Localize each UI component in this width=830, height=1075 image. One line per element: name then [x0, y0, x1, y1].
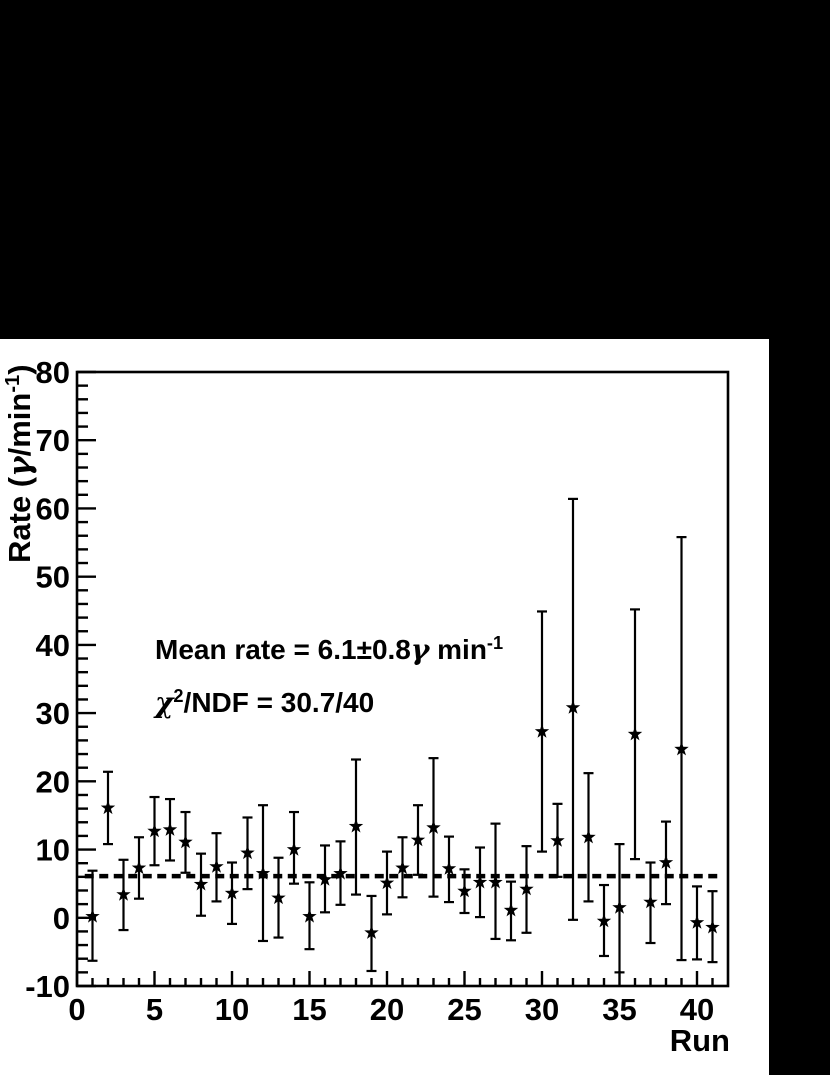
- gamma-symbol: γ: [2, 456, 38, 477]
- y-tick-label: 60: [35, 491, 70, 527]
- y-tick-label: 0: [52, 900, 70, 936]
- y-axis-title: [2, 364, 38, 563]
- plus-minus-symbol: ±: [356, 634, 372, 665]
- y-tick-label: 30: [35, 696, 70, 732]
- x-tick-label: 10: [214, 992, 250, 1027]
- x-tick-label: 0: [68, 992, 86, 1027]
- chi2-text: /NDF = 30.7/40: [183, 687, 375, 718]
- y-axis-title-text: Rate (: [2, 476, 37, 563]
- x-tick-label: 15: [292, 992, 327, 1027]
- mean-rate-unit-sup: -1: [486, 633, 504, 653]
- mean-rate-text: Mean rate = 6.1: [155, 634, 357, 665]
- mean-rate-unit: min: [429, 634, 487, 665]
- y-tick-label: 20: [35, 764, 70, 800]
- y-axis-title-sup: -1: [1, 374, 24, 393]
- y-tick-label: -10: [25, 969, 70, 1004]
- gamma-symbol: γ: [410, 633, 430, 666]
- x-tick-label: 20: [369, 992, 405, 1027]
- y-tick-label: 70: [35, 423, 70, 459]
- x-axis-title: Run: [669, 1023, 730, 1058]
- y-axis-title-mid: /min: [2, 392, 37, 457]
- y-tick-label: 80: [35, 355, 70, 390]
- x-tick-label: 30: [524, 992, 560, 1027]
- x-tick-label: 25: [447, 992, 482, 1027]
- x-tick-label: 35: [602, 992, 637, 1027]
- x-tick-label: 40: [679, 992, 715, 1027]
- y-tick-label: 40: [35, 627, 70, 663]
- chi2-exponent: 2: [173, 686, 184, 706]
- y-tick-label: 50: [35, 559, 70, 595]
- y-tick-label: 10: [35, 832, 70, 868]
- mean-rate-annotation: [155, 633, 503, 666]
- x-tick-label: 5: [145, 992, 164, 1027]
- chi-symbol: χ: [155, 686, 174, 719]
- chi2-annotation: [155, 686, 374, 719]
- mean-rate-error: 0.8: [371, 634, 411, 665]
- y-axis-title-close: ): [2, 364, 37, 375]
